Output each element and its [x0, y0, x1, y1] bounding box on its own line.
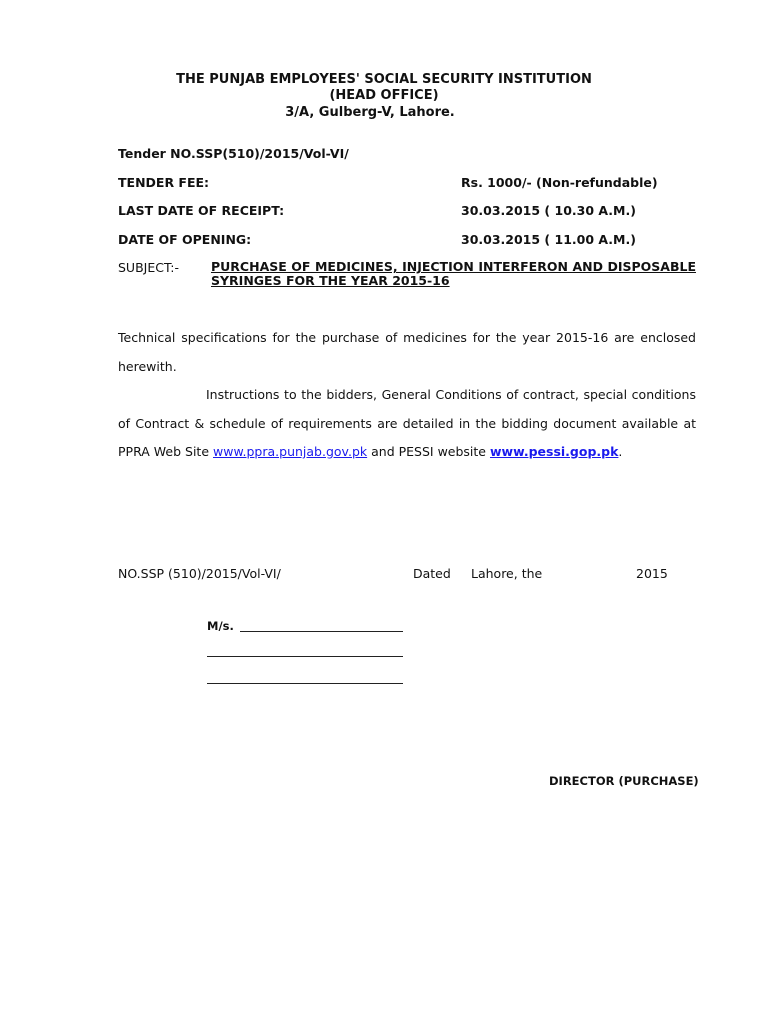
subject-label: SUBJECT:- — [118, 260, 179, 275]
org-name: THE PUNJAB EMPLOYEES' SOCIAL SECURITY INSTITUTION — [176, 72, 592, 87]
receipt-date-value: 30.03.2015 ( 10.30 A.M.) — [461, 203, 636, 218]
dated-year: 2015 — [636, 566, 668, 581]
opening-date-label: DATE OF OPENING: — [118, 232, 252, 247]
tender-fee-label: TENDER FEE: — [118, 175, 210, 190]
instructions-text: Instructions to the bidders, General Conditions of contract, special conditions of Contract & schedule of requirements are detailed in the bidding document available at PPRA Web Site — [118, 387, 696, 459]
opening-date-value: 30.03.2015 ( 11.00 A.M.) — [461, 232, 636, 247]
addressee-line-3 — [207, 683, 403, 684]
paragraph-instructions — [118, 381, 696, 467]
pessi-website-link[interactable]: www.pessi.gop.pk — [489, 444, 619, 459]
ppra-website-link[interactable]: www.ppra.punjab.gov.pk — [213, 444, 368, 459]
addressee-line-2 — [207, 656, 403, 657]
receipt-date-label: LAST DATE OF RECEIPT: — [118, 203, 285, 218]
signatory-title: DIRECTOR (PURCHASE) — [549, 774, 699, 788]
paragraph-specifications: Technical specifications for the purchase of medicines for the year 2015-16 are enclosed herewith. — [118, 330, 696, 374]
addressee-line-1 — [240, 631, 403, 632]
reference-number: NO.SSP (510)/2015/Vol-VI/ — [118, 566, 281, 581]
instructions-mid: and PESSI website — [371, 444, 486, 459]
tender-fee-value: Rs. 1000/- (Non-refundable) — [461, 175, 658, 190]
tender-number: Tender NO.SSP(510)/2015/Vol-VI/ — [118, 146, 349, 161]
ms-label: M/s. — [207, 619, 234, 633]
dated-label: Dated — [413, 566, 451, 581]
subject-text: PURCHASE OF MEDICINES, INJECTION INTERFERON AND DISPOSABLE SYRINGES FOR THE YEAR 2015-16 — [211, 259, 696, 288]
dated-place: Lahore, the — [471, 566, 543, 581]
office-name: (HEAD OFFICE) — [329, 88, 439, 103]
office-address: 3/A, Gulberg-V, Lahore. — [285, 105, 455, 120]
instructions-end: . — [618, 444, 623, 459]
